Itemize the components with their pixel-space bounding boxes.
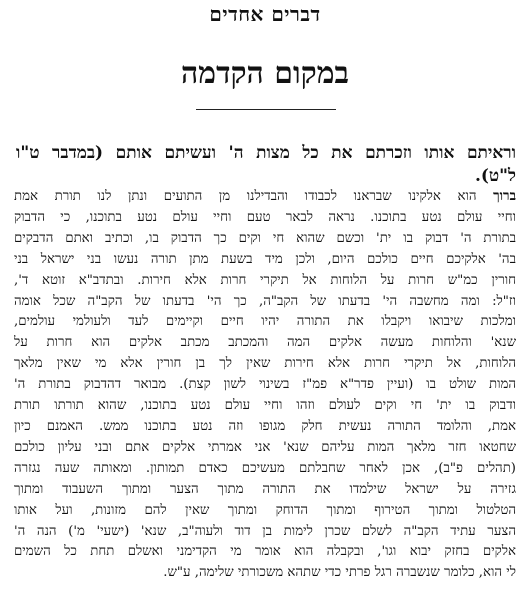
title-underline xyxy=(196,109,336,110)
body-line: גזירה על ישראל שילמדו את התורה מתוך הצער ומתוך השעבוד ומתוך xyxy=(14,481,516,497)
verse-line-2: ל"ט). xyxy=(474,166,516,186)
body-line: ומלכות שיבואו ויקבלו את התורה יהיו חיים וקיימים לעד ולעולמי עולמים, xyxy=(14,314,516,330)
body-line: בתורת ה' דבוק בו ית' וכשם שהוא חי וקים כך הדבוק בו, וכתיב ואתם הדבקים xyxy=(14,230,516,246)
body-line: וחיי עולם נטע בתוכנו. נראה לבאר טעם וחיי עולם נטע בתוכנו, כי הדבוק xyxy=(14,209,516,225)
page-title: במקום הקדמה xyxy=(181,56,349,91)
body-line: שחטאו חזר מלאך המות עליהם שנא' אני אמרתי אלקים אתם ובני עליון כולכם xyxy=(14,439,516,455)
lead-word: ברוך xyxy=(493,189,516,204)
body-line: ודבוק בו ית' חי וקים לעולם וזהו וחיי עולם נטע בתוכנו, שהוא תורתו תורת xyxy=(14,398,516,414)
body-line: אמת, והלומד התורה נעשית חלק מגופו וזה נטע בתוכנו ממש. האמנם כיון xyxy=(14,418,516,434)
body-line: הטלטול ומתוך הטירוף ומתוך הדוחק ומתוך שאין להם מזונות, ועל אותו xyxy=(14,502,516,518)
body-line: וז"ל: ומה מחשבה הי' בדעתו של הקב"ה, כך הי' בדעתו של הקב"ה שכל אומה xyxy=(14,293,516,309)
body-text xyxy=(14,187,516,584)
body-line: בה' אלקיכם חיים כולכם היום, ולכן מיד בשעת מתן תורה נעשו בני ישראל בני xyxy=(14,251,516,267)
running-head: דברים אחדים xyxy=(209,2,321,26)
body-line: הצער עתיד הקב"ה לשלם שכרן לימות בן דוד ולעוה"ב, שנא' (ישעי' מ') הנה ה' xyxy=(14,523,516,539)
body-line: לי הוא, כלומר שנשברה רגל פרתי כדי שתהא משכורתי שלימה, ע"ש. xyxy=(163,565,516,581)
body-line: חורין כמ"ש חרות על הלוחות אל תיקרי חרות אלא חירות. ובתדב"א זוטא ד', xyxy=(14,272,516,288)
first-line-text: הוא אלקינו שבראנו לכבודו והבדילנו מן התועים ונתן לנו תורת אמת xyxy=(14,189,494,204)
body-line: שנא' והלוחות מעשה אלקים המה והמכתב מכתב אלקים הוא חרות על xyxy=(14,335,516,351)
verse-line-1: וראיתם אותו וזכרתם את כל מצות ה' ועשיתם אותם (במדבר ט"ו xyxy=(16,143,516,163)
body-line-1 xyxy=(14,187,516,208)
body-line: אלקים בחזק יבוא וגו', ובקבלה הוא אומר מי הקדימני ואשלם תחת כל השמים xyxy=(14,544,516,560)
body-line: המות שולט בו (ועיין פדר"א פמ"ז בשינוי לשון קצת). מבואר דהדבוק בתורת ה' xyxy=(14,377,516,393)
body-line: הלוחות, אל תיקרי חרות אלא חירות שאין לך בן חורין אלא מי שאין מלאך xyxy=(14,356,516,372)
body-line: (תהלים פ"ב), אכן לאחר שחבלתם מעשיכם כאדם תמותון. ומאותה שעה נגזרה xyxy=(14,460,516,476)
verse-heading xyxy=(16,142,516,188)
